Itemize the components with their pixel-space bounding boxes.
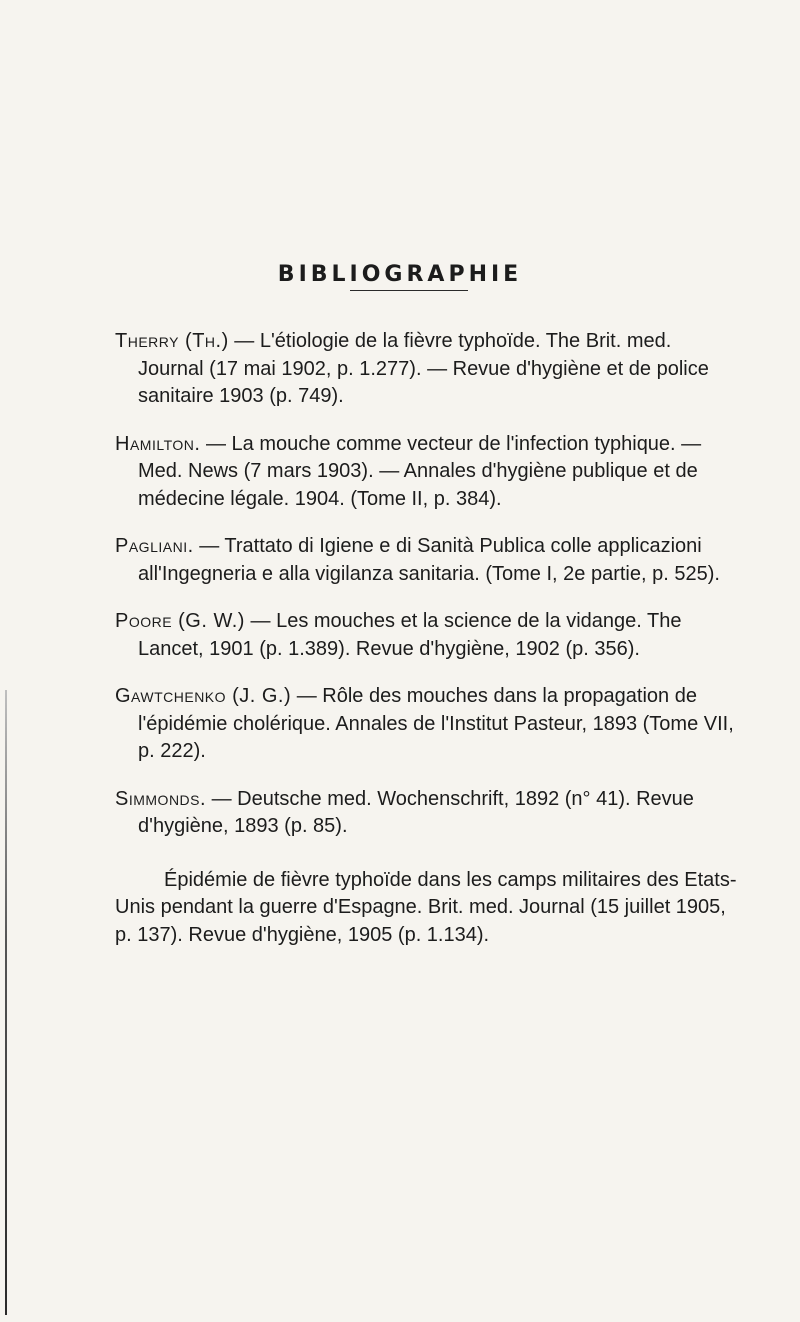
entry-author: Simmonds.	[115, 787, 207, 810]
entry-text: — Les mouches et la science de la vidange. The Lancet, 1901 (p. 1.389). Revue d'hygiène, 1902 (p. 356).	[138, 610, 682, 660]
heading-rule	[350, 290, 468, 291]
page-edge-shadow	[5, 690, 7, 1315]
bibliography-entry	[115, 328, 741, 411]
closing-paragraph: Épidémie de fièvre typhoïde dans les camps militaires des Etats-Unis pendant la guerre d'Espagne. Brit. med. Journal (15 juillet 1905, p. 137). Revue d'hygiène, 1905 (p. 1.134).	[115, 868, 737, 946]
bibliography-entry	[115, 431, 741, 514]
entry-author: Hamilton.	[115, 432, 201, 455]
entry-author: Poore (G. W.)	[115, 610, 245, 632]
entry-text: — La mouche comme vecteur de l'infection typhique. — Med. News (7 mars 1903). — Annales d'hygiène publique et de médecine légale. 1904. (Tome II, p. 384).	[138, 432, 702, 510]
bibliography-entry	[115, 786, 741, 841]
entry-text: — Trattato di Igiene e di Sanità Publica colle applicazioni all'Ingegneria e alla vigilanza sanitaria. (Tome I, 2e partie, p. 525).	[138, 535, 720, 585]
bibliography-entry	[115, 533, 741, 588]
entry-author: Therry (Th.)	[115, 330, 229, 352]
entry-author: Gawtchenko (J. G.)	[115, 685, 292, 707]
bibliography-heading: BIBLIOGRAPHIE	[277, 262, 523, 287]
bibliography-list	[0, 328, 800, 969]
entry-text: — L'étiologie de la fièvre typhoïde. The Brit. med. Journal (17 mai 1902, p. 1.277). — Revue d'hygiène et de police sanitaire 1903 (p. 749).	[138, 330, 709, 407]
bibliography-entry	[115, 608, 741, 663]
entry-text: — Rôle des mouches dans la propagation de l'épidémie cholérique. Annales de l'Institut Pasteur, 1893 (Tome VII, p. 222).	[138, 685, 734, 762]
bibliography-entry	[115, 683, 741, 766]
entry-text: — Deutsche med. Wochenschrift, 1892 (n° 41). Revue d'hygiène, 1893 (p. 85).	[138, 787, 694, 837]
entry-author: Pagliani.	[115, 535, 194, 557]
